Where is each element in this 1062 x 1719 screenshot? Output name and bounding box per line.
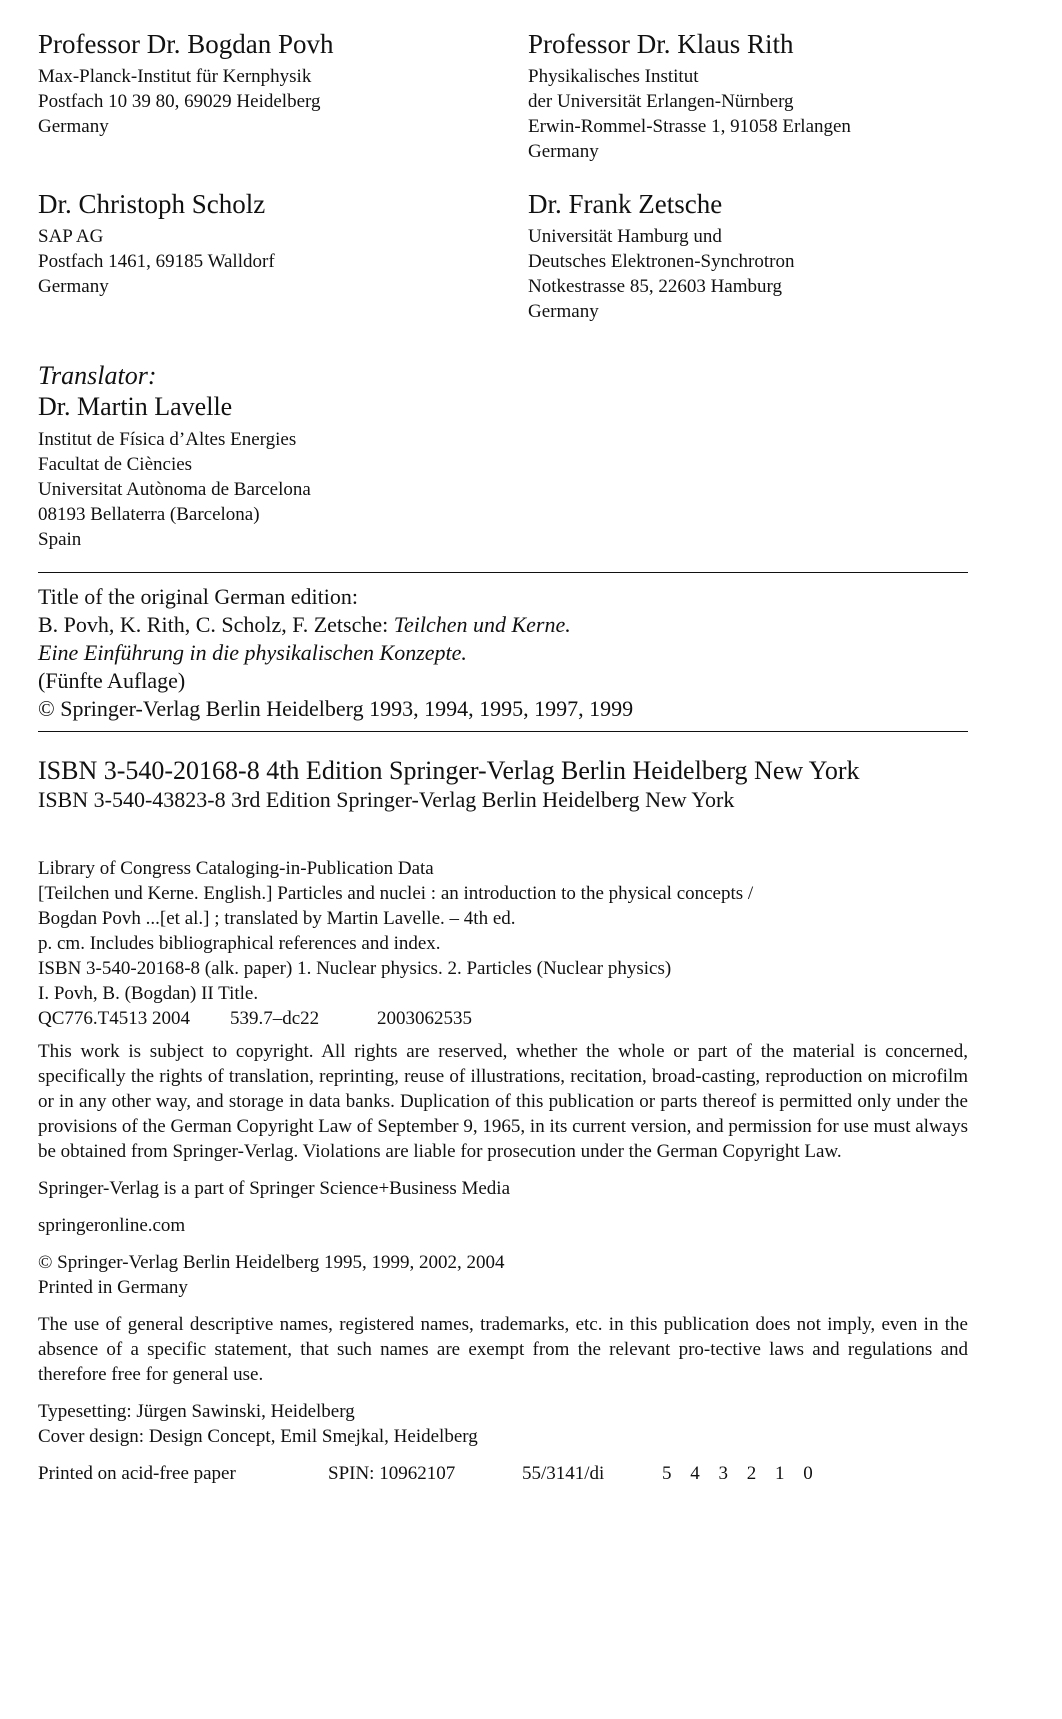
copyright-line: © Springer-Verlag Berlin Heidelberg 1995, 1999, 2002, 2004 [38, 1252, 505, 1273]
author-addresses [38, 28, 968, 324]
copyright-printing-block [38, 1250, 968, 1300]
isbn-4th-edition: ISBN 3-540-20168-8 4th Edition Springer-Verlag Berlin Heidelberg New York [38, 756, 860, 785]
print-footer [38, 1461, 968, 1486]
original-edition-heading: Title of the original German edition: [38, 584, 358, 609]
cip-codes [38, 1006, 968, 1031]
print-run: 5 4 3 2 1 0 [662, 1463, 820, 1484]
address-line: Postfach 10 39 80, 69029 Heidelberg [38, 91, 321, 112]
cip-line: Library of Congress Cataloging-in-Publication Data [38, 858, 434, 879]
cip-line: [Teilchen und Kerne. English.] Particles and nuclei : an introduction to the physical concepts / [38, 883, 754, 904]
address-line: Germany [528, 141, 599, 162]
address-line: Erwin-Rommel-Strasse 1, 91058 Erlangen [528, 116, 851, 137]
address-line: Universität Hamburg und [528, 226, 722, 247]
call-number: QC776.T4513 2004 [38, 1008, 190, 1029]
print-code: 55/3141/di [522, 1463, 605, 1484]
address-line: Postfach 1461, 69185 Walldorf [38, 251, 275, 272]
translator-name: Dr. Martin Lavelle [38, 392, 233, 421]
author-block [528, 188, 968, 324]
spin-number: SPIN: 10962107 [328, 1463, 456, 1484]
cip-line: p. cm. Includes bibliographical references and index. [38, 933, 441, 954]
address-line: Facultat de Ciències [38, 454, 193, 475]
isbn-3rd-edition: ISBN 3-540-43823-8 3rd Edition Springer-Verlag Berlin Heidelberg New York [38, 787, 735, 812]
typesetting-credit: Typesetting: Jürgen Sawinski, Heidelberg [38, 1401, 355, 1422]
publisher-note: Springer-Verlag is a part of Springer Science+Business Media [38, 1178, 511, 1199]
credits-block [38, 1399, 968, 1449]
original-copyright: © Springer-Verlag Berlin Heidelberg 1993, 1994, 1995, 1997, 1999 [38, 696, 634, 721]
cover-design-credit: Cover design: Design Concept, Emil Smejkal, Heidelberg [38, 1426, 478, 1447]
cip-line: Bogdan Povh ...[et al.] ; translated by Martin Lavelle. – 4th ed. [38, 908, 516, 929]
isbn-block [38, 756, 968, 814]
address-line: Deutsches Elektronen-Synchrotron [528, 251, 795, 272]
copyright-page [38, 28, 968, 1486]
address-line: Universitat Autònoma de Barcelona [38, 479, 311, 500]
address-line: Germany [528, 301, 599, 322]
address-line: der Universität Erlangen-Nürnberg [528, 91, 794, 112]
address-line: Spain [38, 529, 82, 550]
translator-block [38, 360, 968, 552]
author-name: Professor Dr. Bogdan Povh [38, 29, 334, 59]
address-line: 08193 Bellaterra (Barcelona) [38, 504, 260, 525]
author-block [38, 188, 528, 324]
address-line: Germany [38, 276, 109, 297]
lccn: 2003062535 [377, 1008, 472, 1029]
cip-line: ISBN 3-540-20168-8 (alk. paper) 1. Nuclear physics. 2. Particles (Nuclear physics) [38, 958, 672, 979]
address-line: Institut de Física d’Altes Energies [38, 429, 297, 450]
original-subtitle: Eine Einführung in die physikalischen Konzepte. [38, 640, 467, 665]
address-line: Notkestrasse 85, 22603 Hamburg [528, 276, 783, 297]
divider [38, 731, 968, 732]
copyright-notice: This work is subject to copyright. All rights are reserved, whether the whole or part of the material is concerned, specifically the rights of translation, reprinting, reuse of illustrations, recitation, broad-casting, reproduction on microfilm or in any other way, and storage in data banks. Duplication of this publication or parts thereof is permitted only under the provisions of the German Copyright Law of September 9, 1965, in its current version, and permission for use must always be obtained from Springer-Verlag. Violations are liable for prosecution under the German Copyright Law. [38, 1041, 968, 1162]
author-block [38, 28, 528, 164]
printed-in: Printed in Germany [38, 1277, 188, 1298]
original-edition-number: (Fünfte Auflage) [38, 668, 186, 693]
address-line: Physikalisches Institut [528, 66, 699, 87]
address-line: SAP AG [38, 226, 104, 247]
website: springeronline.com [38, 1215, 186, 1236]
author-name: Dr. Frank Zetsche [528, 189, 723, 219]
author-name: Professor Dr. Klaus Rith [528, 29, 794, 59]
author-block [528, 28, 968, 164]
dewey-number: 539.7–dc22 [230, 1008, 320, 1029]
original-edition-block [38, 573, 968, 731]
address-line: Max-Planck-Institut für Kernphysik [38, 66, 312, 87]
trademark-notice: The use of general descriptive names, registered names, trademarks, etc. in this publication does not imply, even in the absence of a specific statement, that such names are exempt from the relevant pro-tective laws and regulations and therefore free for general use. [38, 1314, 968, 1385]
translator-heading: Translator: [38, 361, 157, 390]
cip-data [38, 856, 968, 1031]
original-edition-citation [38, 611, 968, 639]
author-name: Dr. Christoph Scholz [38, 189, 266, 219]
original-title: Teilchen und Kerne. [393, 612, 571, 637]
address-line: Germany [38, 116, 109, 137]
paper-note: Printed on acid-free paper [38, 1463, 236, 1484]
original-authors: B. Povh, K. Rith, C. Scholz, F. Zetsche: [38, 612, 394, 637]
cip-line: I. Povh, B. (Bogdan) II Title. [38, 983, 259, 1004]
